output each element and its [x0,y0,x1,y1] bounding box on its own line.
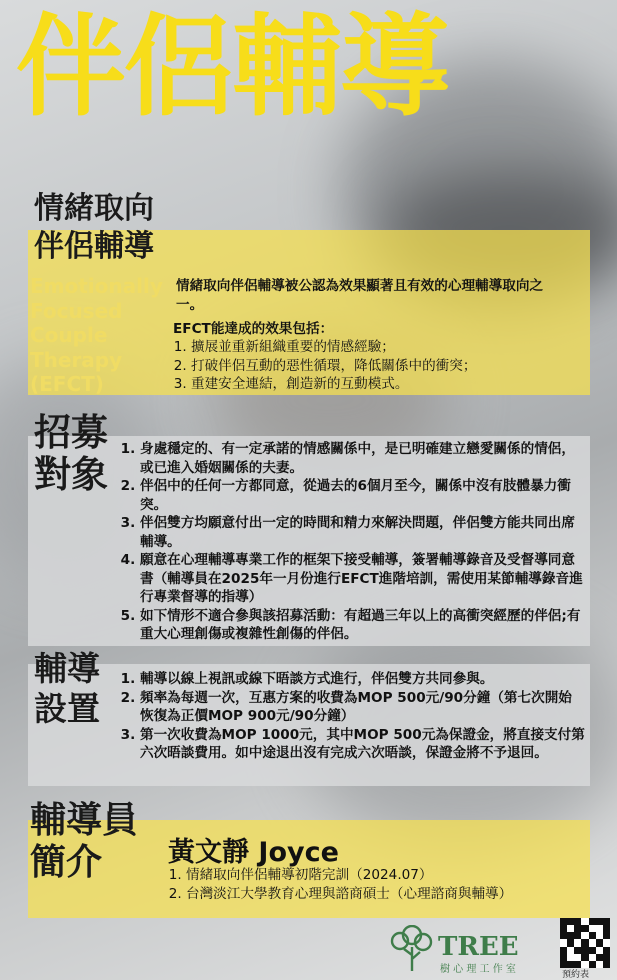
recruit-item: 4. 願意在心理輔導專業工作的框架下接受輔導，簽署輔導錄音及受督導同意書（輔導員在2025年一月份進行EFCT進階培訓，需使用某節輔導錄音進行專業督導的指導） [140,551,585,607]
setup-title-line2: 設置 [34,689,100,728]
effects-heading: EFCT能達成的效果包括： [173,321,334,337]
intro-title-line1: 情緒取向 [34,191,154,226]
recruit-item: 3. 伴侶雙方均願意付出一定的時間和精力來解決問題，伴侶雙方能共同出席輔導。 [140,514,585,551]
recruit-item: 1. 身處穩定的、有一定承諾的情感關係中，是已明確建立戀愛關係的情侶，或已進入婚姻關係的夫妻。 [140,440,585,477]
english-title [30,274,163,397]
recruit-item: 5. 如下情形不適合參與該招募活動：有超過三年以上的高衝突經歷的伴侶;有重大心理創傷或複雜性創傷的伴侶。 [140,607,585,644]
effects-item: 2. 打破伴侶互動的惡性循環，降低關係中的衝突； [191,357,583,376]
effects-item: 3. 重建安全連結，創造新的互動模式。 [191,375,583,394]
counselor-item: 1. 情緒取向伴侶輔導初階完訓（2024.07） [186,866,588,885]
tree-icon [392,926,431,971]
setup-item: 1. 輔導以線上視訊或線下晤談方式進行，伴侶雙方共同參與。 [140,670,585,689]
counselor-title-line1: 輔導員 [30,800,139,841]
intro-description: 情緒取向伴侶輔導被公認為效果顯著且有效的心理輔導取向之一。 [176,278,544,313]
setup-list [120,670,585,763]
effects-list [173,338,583,394]
logo-text: TREE [438,932,519,962]
logo-subtitle: 樹 心 理 工 作 室 [440,964,516,975]
intro-title-line2: 伴侶輔導 [34,229,154,264]
qr-code[interactable] [560,918,610,968]
counselor-item: 2. 台灣淡江大學教育心理與諮商碩士（心理諮商與輔導） [186,885,588,904]
effects-item: 1. 擴展並重新組織重要的情感經驗； [191,338,583,357]
english-title-line: Couple [30,323,108,348]
english-title-line: Therapy [30,347,123,372]
counselor-title-line2: 簡介 [30,842,103,883]
setup-title-line1: 輔導 [34,649,100,688]
english-title-line: Emotionally [30,274,163,298]
english-title-line: (EFCT) [30,372,104,397]
qr-label: 預約表 [562,970,590,980]
page-title: 伴侶輔導 [16,3,448,131]
english-title-line: Focused [30,298,123,323]
recruit-item: 2. 伴侶中的任何一方都同意，從過去的6個月至今，關係中沒有肢體暴力衝突。 [140,477,585,514]
recruit-title-line1: 招募 [34,411,108,454]
setup-item: 2. 頻率為每週一次，互惠方案的收費為MOP 500元/90分鐘（第七次開始恢復為正價MOP 900元/90分鐘） [140,689,585,726]
setup-item: 3. 第一次收費為MOP 1000元，其中MOP 500元為保證金，將直接支付第六次晤談費用。如中途退出沒有完成六次晤談，保證金將不予退回。 [140,726,585,763]
recruit-title-line2: 對象 [34,453,108,496]
counselor-list [168,866,588,903]
recruit-list [120,440,585,644]
counselor-name: 黃文靜 Joyce [168,837,339,868]
tree-logo [388,925,558,977]
